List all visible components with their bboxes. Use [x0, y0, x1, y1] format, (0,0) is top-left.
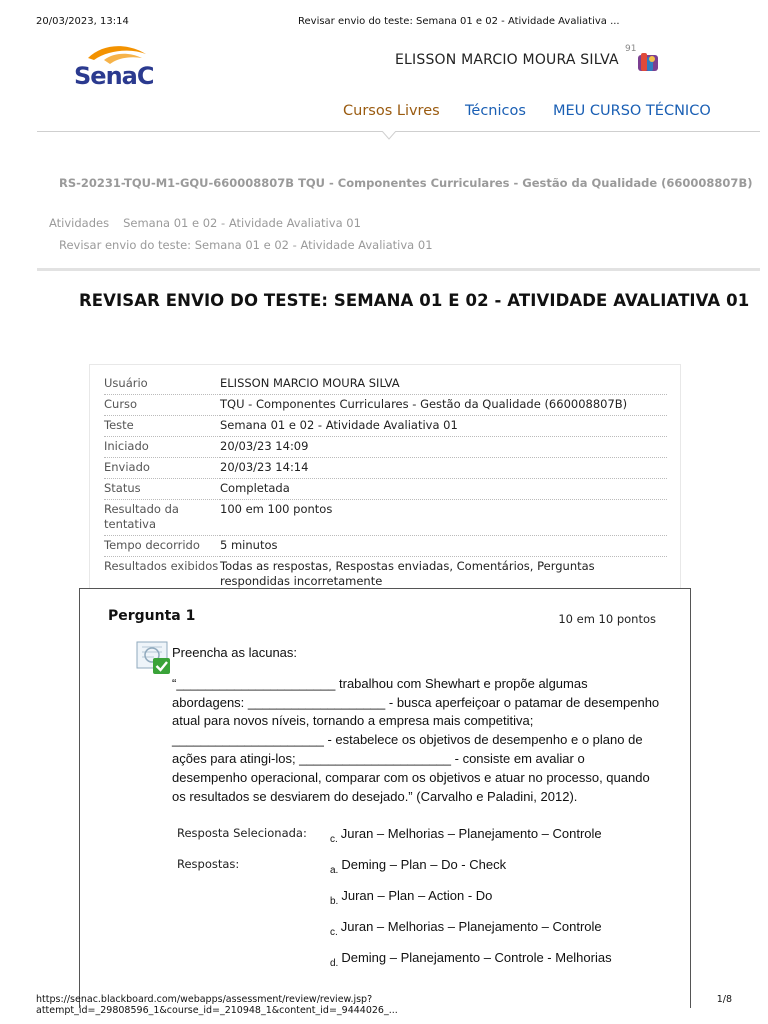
notifications-icon[interactable]	[636, 50, 660, 74]
summary-row	[104, 416, 667, 437]
summary-value: Completada	[220, 479, 667, 500]
answer-letter: c.	[330, 927, 338, 938]
attempt-summary	[89, 364, 681, 594]
breadcrumb-atividades[interactable]: Atividades	[49, 216, 110, 230]
selected-answer	[330, 826, 602, 845]
summary-table	[104, 374, 667, 592]
summary-label: Enviado	[104, 458, 220, 479]
answer-text: Deming – Planejamento – Controle - Melhorias	[341, 950, 612, 965]
logo-wordmark: SenaC	[74, 62, 154, 88]
answer-letter: a.	[330, 865, 339, 876]
breadcrumb	[49, 216, 361, 230]
selected-answer-label: Resposta Selecionada:	[177, 826, 307, 840]
answers-label: Respostas:	[177, 857, 240, 871]
correct-answer-icon	[136, 641, 172, 675]
user-name[interactable]: ELISSON MARCIO MOURA SILVA	[395, 52, 619, 68]
nav-caret-icon	[382, 131, 396, 140]
nav-cursos-livres[interactable]: Cursos Livres	[343, 103, 440, 119]
summary-row	[104, 557, 667, 593]
summary-label: Resultados exibidos	[104, 559, 219, 573]
summary-label: Usuário	[104, 374, 220, 395]
question-prompt: Preencha as lacunas:	[172, 645, 298, 660]
summary-row	[104, 395, 667, 416]
summary-value: 5 minutos	[220, 536, 667, 557]
page-title: REVISAR ENVIO DO TESTE: SEMANA 01 E 02 - ATIVIDADE AVALIATIVA 01	[79, 291, 750, 310]
selected-answer-text: Juran – Melhorias – Planejamento – Controle	[340, 826, 602, 841]
question-title: Pergunta 1	[108, 608, 196, 624]
notification-count: 91	[625, 44, 637, 54]
summary-row	[104, 536, 667, 557]
breadcrumb-semana[interactable]: Semana 01 e 02 - Atividade Avaliativa 01	[123, 216, 361, 230]
print-header	[36, 16, 732, 30]
summary-row	[104, 479, 667, 500]
summary-value: 100 em 100 pontos	[220, 500, 667, 536]
summary-row	[104, 500, 667, 536]
answer-option	[330, 919, 602, 938]
print-footer	[36, 994, 732, 1016]
summary-value: Semana 01 e 02 - Atividade Avaliativa 01	[220, 416, 667, 437]
nav-tecnicos[interactable]: Técnicos	[465, 103, 526, 119]
print-page-number: 1/8	[716, 994, 732, 1005]
summary-label: Tempo decorrido	[104, 536, 220, 557]
print-url: https://senac.blackboard.com/webapps/assessment/review/review.jsp?attempt_id=_29808596_1&course_id=_210948_1&content_id=_9444026_...	[36, 994, 398, 1016]
summary-label: Resultado da tentativa	[104, 500, 220, 536]
summary-label: Iniciado	[104, 437, 220, 458]
answer-option	[330, 950, 612, 969]
answer-text: Juran – Melhorias – Planejamento – Controle	[340, 919, 602, 934]
summary-label: Status	[104, 479, 220, 500]
summary-value: ELISSON MARCIO MOURA SILVA	[220, 374, 667, 395]
nav-divider	[37, 131, 760, 132]
summary-value: Todas as respostas, Respostas enviadas, Comentários, Perguntas respondidas incorretamente	[220, 559, 595, 588]
breadcrumb-divider	[37, 268, 760, 271]
selected-answer-letter: c.	[330, 834, 338, 845]
answer-text: Deming – Plan – Do - Check	[341, 857, 507, 872]
answer-text: Juran – Plan – Action - Do	[341, 888, 493, 903]
answer-letter: d.	[330, 958, 339, 969]
print-doc-title: Revisar envio do teste: Semana 01 e 02 - Atividade Avaliativa ...	[298, 16, 620, 27]
print-datetime: 20/03/2023, 13:14	[36, 16, 129, 27]
question-panel	[79, 588, 691, 1008]
summary-value: TQU - Componentes Curriculares - Gestão da Qualidade (660008807B)	[220, 395, 667, 416]
question-body	[172, 644, 662, 806]
summary-label: Curso	[104, 395, 220, 416]
answer-option	[330, 857, 507, 876]
nav-meu-curso-tecnico[interactable]: MEU CURSO TÉCNICO	[553, 103, 711, 119]
top-nav	[0, 103, 768, 123]
summary-row	[104, 374, 667, 395]
summary-value: 20/03/23 14:14	[220, 458, 667, 479]
question-text: “______________________ trabalhou com Shewhart e propõe algumas abordagens: ___________________ - busca aperfeiçoar o patamar de desempenho atual para novos níveis, tornando a empresa mais competitiva; _____________________ - estabelece os objetivos de desempenho e o plano de ações para atingi-los; _____________________ - consiste em avaliar o desempenho operacional, comparar com os objetivos e atuar no processo, quando os resultados se desviarem do desejado.” (Carvalho e Paladini, 2012).	[172, 675, 660, 804]
summary-row	[104, 458, 667, 479]
answer-option	[330, 888, 493, 907]
summary-value: 20/03/23 14:09	[220, 437, 667, 458]
summary-row	[104, 437, 667, 458]
question-points: 10 em 10 pontos	[558, 612, 656, 626]
course-breadcrumb[interactable]: RS-20231-TQU-M1-GQU-660008807B TQU - Componentes Curriculares - Gestão da Qualidade (660008807B)	[59, 176, 753, 190]
summary-label: Teste	[104, 416, 220, 437]
breadcrumb-current: Revisar envio do teste: Semana 01 e 02 - Atividade Avaliativa 01	[59, 238, 433, 252]
answer-letter: b.	[330, 896, 339, 907]
senac-logo[interactable]	[74, 40, 156, 88]
